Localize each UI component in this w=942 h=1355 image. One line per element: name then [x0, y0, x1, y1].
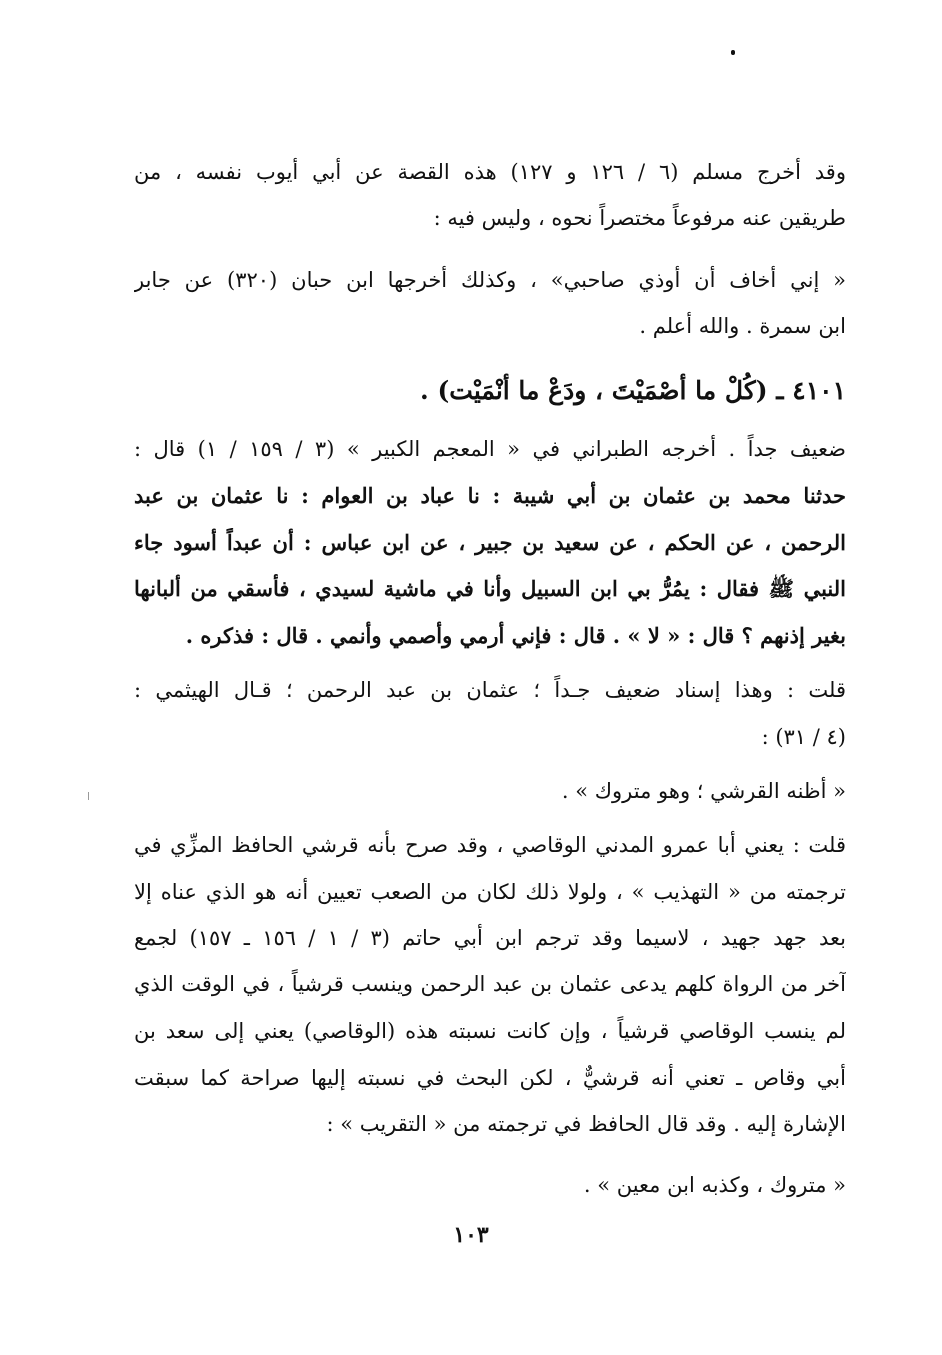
text-line: قلت : وهذا إسناد ضعيف جـداً ؛ عثمان بن عبد الرحمن ؛ قـال الهيثمي :: [134, 678, 846, 702]
text-line: الإشارة إليه . وقد قال الحافظ في ترجمته من « التقريب » :: [326, 1112, 846, 1136]
text-line: النبي ﷺ فقال : يمُرُّ بي ابن السبيل وأنا في ماشية لسيدي ، فأسقي من ألبانها: [134, 576, 846, 601]
text-line: قلت : يعني أبا عمرو المدني الوقاصي ، وقد صرح بأنه قرشي الحافظ المزِّي في: [134, 833, 846, 857]
text-line: لم ينسب الوقاصي قرشياً ، وإن كانت نسبته هذه (الوقاصي) يعني إلى سعد بن: [134, 1019, 846, 1043]
text-line: الرحمن ، عن الحكم ، عن سعيد بن جبير ، عن ابن عباس : أن عبداً أسود جاء: [134, 530, 846, 555]
text-line: ضعيف جداً . أخرجه الطبراني في « المعجم الكبير » (٣ / ١٥٩ / ١) قال :: [134, 437, 846, 461]
text-line: ابن سمرة . والله أعلم .: [639, 314, 846, 338]
text-line: بغير إذنهم ؟ قال : « لا » . قال : فإني أرمي وأصمي وأنمي . قال : فذكره .: [185, 623, 846, 648]
scan-edge-mark: [88, 792, 89, 800]
hadith-heading: ٤١٠١ ـ (كُلْ ما أصْمَيْتَ ، ودَعْ ما أنْمَيْت) .: [420, 376, 846, 405]
text-line: بعد جهد جهيد ، لاسيما وقد ترجم ابن أبي حاتم (٣ / ١ / ١٥٦ ـ ١٥٧) لجمع: [134, 926, 846, 950]
quote-line: « متروك ، وكذبه ابن معين » .: [583, 1173, 846, 1197]
ink-dot: [731, 50, 735, 55]
text-line: (٤ / ٣١) :: [761, 725, 846, 749]
text-line: ترجمته من « التهذيب » ، ولولا ذلك لكان من الصعب تعيين أنه هو الذي عناه إلا: [134, 880, 846, 904]
text-line: أبي وقاص ـ تعني أنه قرشيٌّ ، لكن البحث في نسبته إليها صراحة كما سبقت: [134, 1066, 846, 1090]
page-number: ١٠٣: [453, 1222, 489, 1248]
text-line: آخر من الرواة كلهم يدعى عثمان بن عبد الرحمن وينسب قرشياً ، في الوقت الذي: [134, 972, 846, 996]
text-line: « إني أخاف أن أوذي صاحبي» ، وكذلك أخرجها ابن حبان (٣٢٠) عن جابر: [134, 268, 846, 292]
text-line: وقد أخرج مسلم (٦ / ١٢٦ و ١٢٧) هذه القصة عن أبي أيوب نفسه ، من: [134, 160, 846, 184]
text-line: حدثنا محمد بن عثمان بن أبي شيبة : نا عباد بن العوام : نا عثمان بن عبد: [134, 483, 846, 508]
text-line: طريقين عنه مرفوعاً مختصراً نحوه ، وليس فيه :: [433, 206, 846, 230]
quote-line: « أظنه القرشي ؛ وهو متروك » .: [561, 779, 846, 803]
